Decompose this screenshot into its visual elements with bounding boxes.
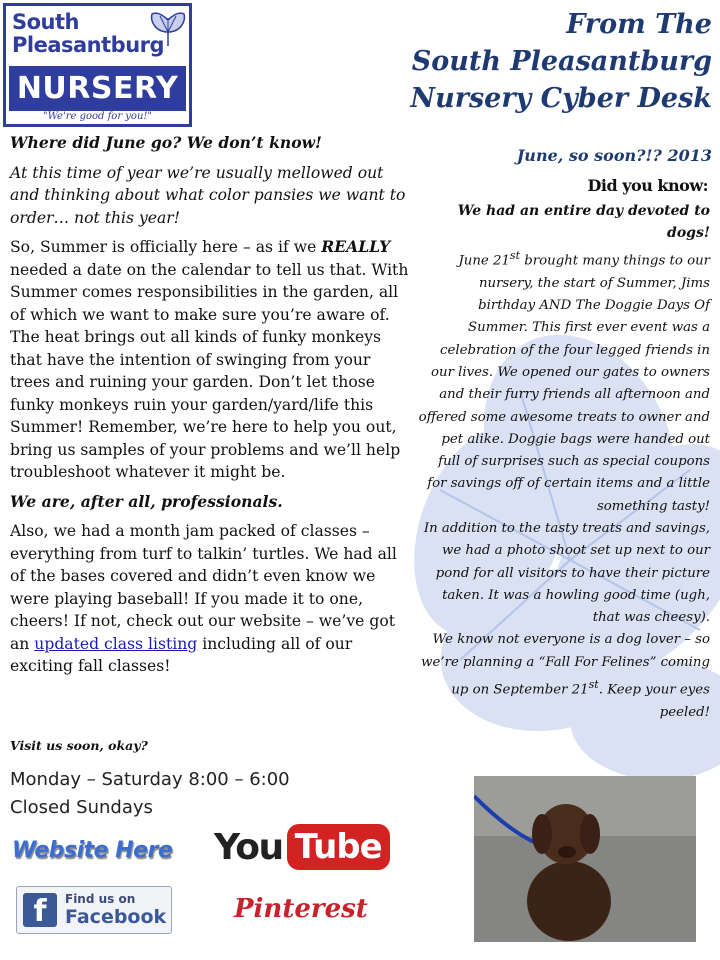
pinterest-logo-link[interactable]: Pinterest [234,894,368,924]
right-column-story [418,245,710,724]
title-line-1: From The [566,9,712,40]
felines-paragraph [418,629,710,724]
logo-tagline: "We're good for you!" [42,111,153,122]
class-listing-link[interactable]: updated class listing [34,634,198,653]
classes-text-start: Also, we had a month jam packed of classes – everything from turf to talkin’ turtles. We had all of the bases covered and didn’t even know we were playing baseball! If you made it to one, cheers! If not, check out our website – we’ve got an [10,522,397,653]
ordinal-suffix: st [509,249,521,262]
ordinal-suffix: st [588,678,599,692]
newsletter-title [312,6,712,117]
felines-text: We know not everyone is a dog lover – so we’re planning a “Fall For Felines” coming up on September 21 [421,632,710,698]
dog-day-date: June 21 [458,253,510,269]
felines-text-end: . Keep your eyes peeled! [598,682,710,720]
dog-day-heading: We had an entire day devoted to dogs! [457,203,710,241]
puppy-image [474,776,696,942]
title-line-3: Nursery Cyber Desk [410,83,712,114]
store-hours [10,766,290,822]
visit-us-text: Visit us soon, okay? [10,738,148,753]
nursery-logo[interactable] [3,3,192,127]
dog-day-paragraph [418,245,710,518]
youtube-tube-text: Tube [287,824,390,870]
hours-weekday: Monday – Saturday 8:00 – 6:00 [10,769,290,790]
youtube-you-text: You [214,826,283,868]
facebook-button[interactable] [16,886,172,934]
summer-text-rest: needed a date on the calendar to tell us that. With Summer comes responsibilities in the garden, all of which we want to make sure you’re aware of. The heat brings out all kinds of funky monkeys that have the intention of swinging from your trees and ruining your garden. Don’t let those funky monkeys ruin your garden/yard/life this Summer! Remember, we’re here to help you out, bring us samples of your problems and we’ll help troubleshoot whatever it might be. [10,260,409,481]
youtube-logo-link[interactable] [214,822,390,872]
facebook-icon: f [23,893,57,927]
puppy-photo [474,776,696,942]
issue-date: June, so soon?!? 2013 [516,146,712,165]
did-you-know-heading: Did you know: [587,176,708,195]
left-column [10,132,410,685]
classes-text-end: including all of our exciting fall classes! [10,634,353,675]
dog-day-text: brought many things to our nursery, the start of Summer, Jims birthday AND The Doggie Days Of Summer. This first ever event was a celebration of the four legged friends in our lives. We opened our gates to owners and their furry friends all afternoon and offered some awesome treats to owner and pet alike. Doggie bags were handed out full of surprises such as special coupons for savings off of certain items and a little something tasty! [418,253,710,514]
intro-paragraph: At this time of year we’re usually mellowed out and thinking about what color pansies we want to order… not this year! [10,163,406,227]
summer-paragraph [10,236,410,484]
professionals-heading: We are, after all, professionals. [10,491,283,511]
logo-nursery-bar: NURSERY [9,66,186,111]
hours-sunday: Closed Sundays [10,797,153,818]
logo-line-pleasantburg: Pleasantburg [12,33,165,57]
summer-emphasis: REALLY [321,237,391,256]
classes-paragraph [10,520,410,678]
june-heading: Where did June go? We don’t know! [10,133,322,152]
logo-line-south: South [12,10,79,34]
ginkgo-leaf-icon [148,10,188,48]
title-line-2: South Pleasantburg [411,46,712,77]
photo-shoot-paragraph: In addition to the tasty treats and savings, we had a photo shoot set up next to our pond for all visitors to have their picture taken. It was a howling good time (ugh, that was cheesy). [423,520,710,626]
summer-text-start: So, Summer is officially here – as if we [10,238,322,256]
facebook-find-us: Find us on [65,892,136,906]
website-link[interactable]: Website Here [12,838,173,863]
facebook-label: Facebook [65,906,167,928]
